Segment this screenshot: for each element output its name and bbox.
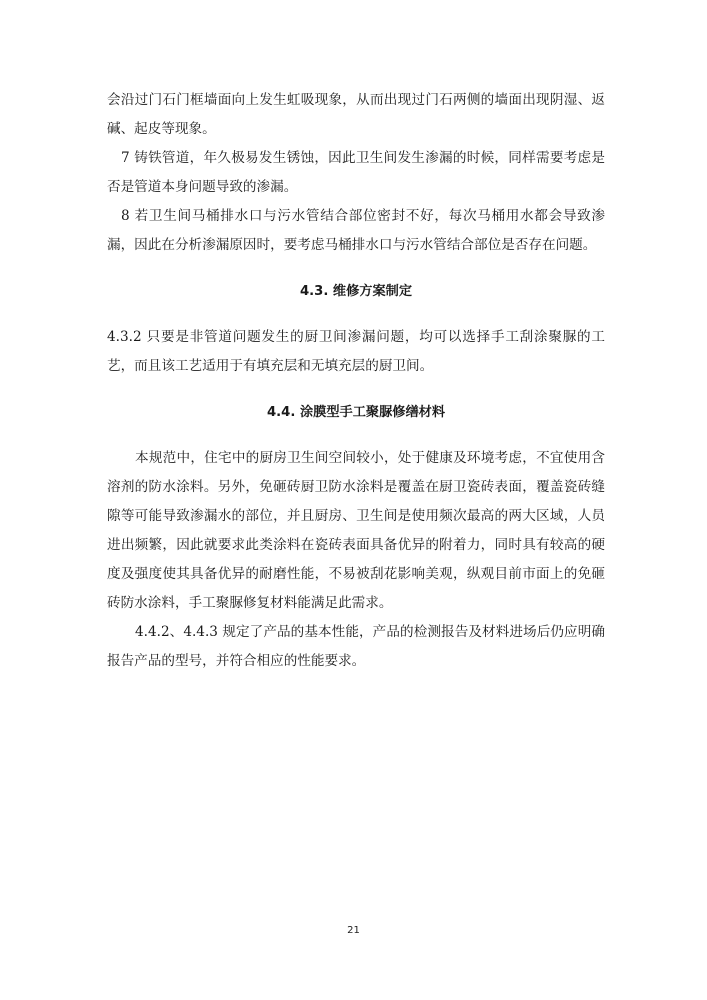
- page-content: [107, 86, 605, 676]
- paragraph-item-7: 7 铸铁管道，年久极易发生锈蚀，因此卫生间发生渗漏的时候，同样需要考虑是否是管道本身问题导致的渗漏。: [107, 150, 605, 195]
- section-heading-4-3: 4.3. 维修方案制定: [299, 284, 413, 299]
- paragraph-4-3-2: 4.3.2 只要是非管道问题发生的厨卫间渗漏问题，均可以选择手工刮涂聚脲的工艺，而且该工艺适用于有填充层和无填充层的厨卫间。: [107, 329, 605, 374]
- paragraph-4-4-body: 本规范中，住宅中的厨房卫生间空间较小，处于健康及环境考虑，不宜使用含溶剂的防水涂料。另外，免砸砖厨卫防水涂料是覆盖在厨卫瓷砖表面，覆盖瓷砖缝隙等可能导致渗漏水的部位，并且厨房、卫生间是使用频次最高的两大区域，人员进出频繁，因此就要求此类涂料在瓷砖表面具备优异的附着力，同时具有较高的硬度及强度使其具备优异的耐磨性能，不易被刮花影响美观，纵观目前市面上的免砸砖防水涂料，手工聚脲修复材料能满足此需求。: [107, 450, 605, 611]
- page-number: 21: [347, 925, 360, 936]
- paragraph-item-8: 8 若卫生间马桶排水口与污水管结合部位密封不好，每次马桶用水都会导致渗漏，因此在分析渗漏原因时，要考虑马桶排水口与污水管结合部位是否存在问题。: [107, 208, 605, 253]
- paragraph-continuation: 会沿过门石门框墙面向上发生虹吸现象，从而出现过门石两侧的墙面出现阴湿、返碱、起皮等现象。: [107, 92, 605, 137]
- paragraph-4-4-2: 4.4.2、4.4.3 规定了产品的基本性能，产品的检测报告及材料进场后仍应明确报告产品的型号，并符合相应的性能要求。: [107, 624, 605, 669]
- section-heading-4-4: 4.4. 涂膜型手工聚脲修缮材料: [266, 405, 446, 420]
